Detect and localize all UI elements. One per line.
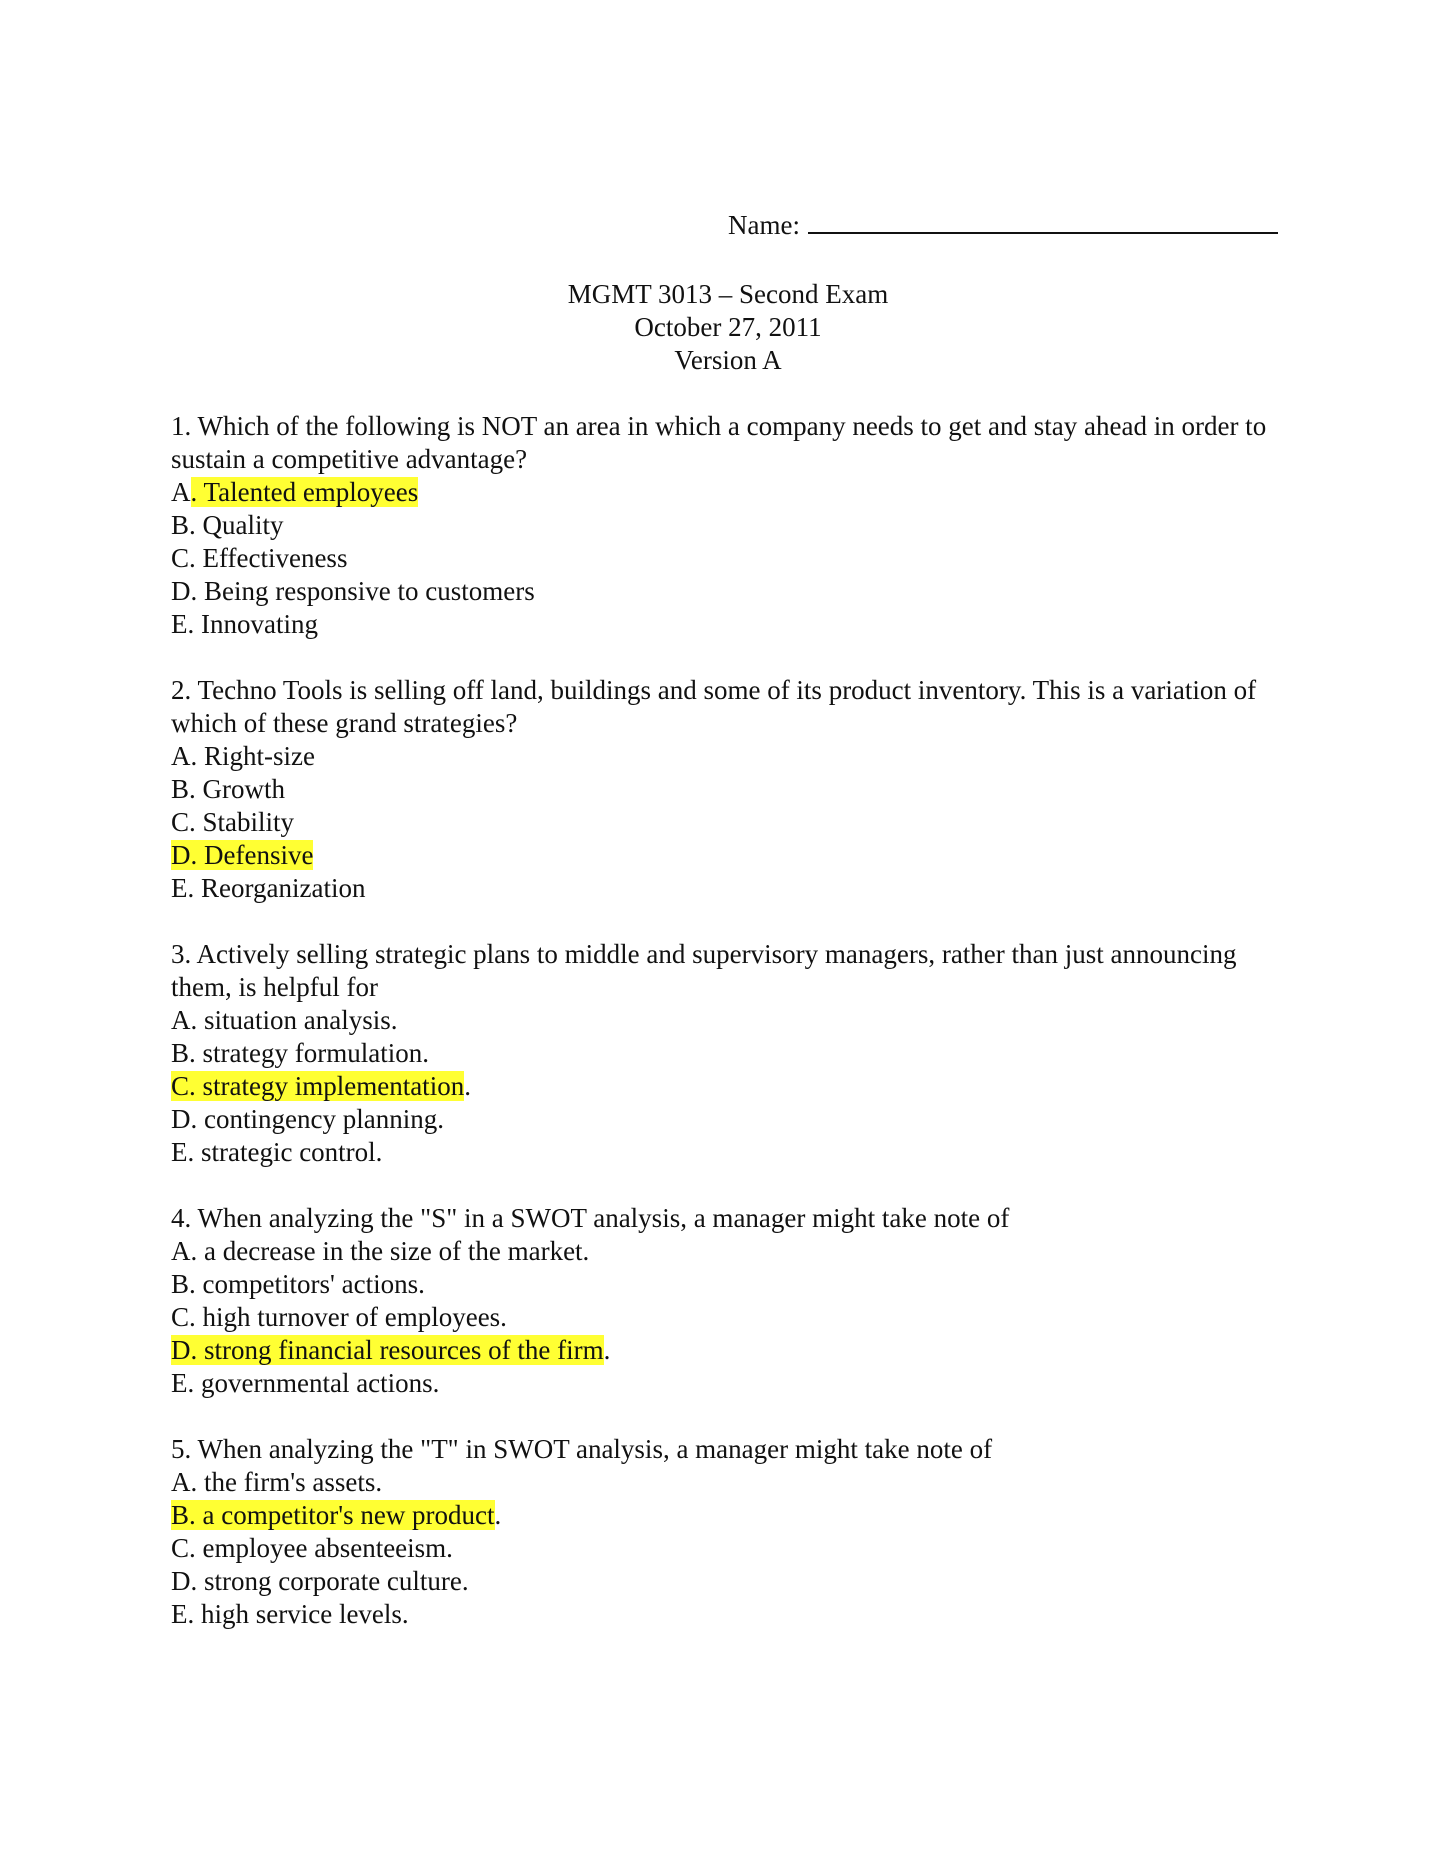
option-lead: A bbox=[171, 477, 191, 507]
name-blank-line[interactable] bbox=[808, 208, 1278, 234]
answer-highlight: . Talented employees bbox=[190, 477, 419, 507]
name-label: Name: bbox=[728, 210, 800, 240]
question-3 bbox=[171, 938, 1271, 1169]
name-field bbox=[728, 208, 1288, 242]
option-e: E. Reorganization bbox=[171, 873, 366, 903]
exam-heading bbox=[0, 278, 1456, 377]
course-title: MGMT 3013 – Second Exam bbox=[567, 279, 889, 309]
answer-highlight: D. strong financial resources of the firm bbox=[171, 1335, 604, 1365]
question-5 bbox=[171, 1433, 1271, 1631]
option-b bbox=[171, 1499, 1271, 1532]
option-trail: . bbox=[464, 1071, 471, 1101]
option-d bbox=[171, 839, 1271, 872]
question-list bbox=[171, 410, 1271, 1664]
option-a: A. the firm's assets. bbox=[171, 1467, 383, 1497]
option-e: E. strategic control. bbox=[171, 1137, 383, 1167]
option-c: C. Stability bbox=[171, 807, 295, 837]
option-c: C. high turnover of employees. bbox=[171, 1302, 507, 1332]
option-c: C. employee absenteeism. bbox=[171, 1533, 453, 1563]
option-d: D. strong corporate culture. bbox=[171, 1566, 469, 1596]
answer-highlight: C. strategy implementation bbox=[171, 1071, 465, 1101]
question-stem: 4. When analyzing the "S" in a SWOT analysis, a manager might take note of bbox=[171, 1203, 1010, 1233]
option-a: A. situation analysis. bbox=[171, 1005, 398, 1035]
option-d bbox=[171, 1334, 1271, 1367]
option-c bbox=[171, 1070, 1271, 1103]
option-d: D. Being responsive to customers bbox=[171, 576, 535, 606]
option-b: B. Quality bbox=[171, 510, 284, 540]
question-2 bbox=[171, 674, 1271, 905]
option-trail: . bbox=[603, 1335, 611, 1365]
exam-date: October 27, 2011 bbox=[634, 312, 822, 342]
option-trail: . bbox=[494, 1500, 502, 1530]
option-e: E. governmental actions. bbox=[171, 1368, 440, 1398]
exam-version: Version A bbox=[674, 345, 782, 375]
option-a: A. Right-size bbox=[171, 741, 315, 771]
question-stem: 1. Which of the following is NOT an area in which a company needs to get and stay ahead in order to sustain a competitive advantage? bbox=[171, 411, 1267, 474]
option-e: E. Innovating bbox=[171, 609, 318, 639]
option-e: E. high service levels. bbox=[171, 1599, 409, 1629]
question-stem: 2. Techno Tools is selling off land, buildings and some of its product inventory. This is a variation of which of these grand strategies? bbox=[171, 675, 1257, 738]
option-d: D. contingency planning. bbox=[171, 1104, 444, 1134]
option-b: B. Growth bbox=[171, 774, 285, 804]
question-stem: 5. When analyzing the "T" in SWOT analysis, a manager might take note of bbox=[171, 1434, 993, 1464]
question-stem: 3. Actively selling strategic plans to middle and supervisory managers, rather than just announcing them, is helpful for bbox=[171, 939, 1237, 1002]
option-c: C. Effectiveness bbox=[171, 543, 348, 573]
option-b: B. strategy formulation. bbox=[171, 1038, 429, 1068]
option-a: A. a decrease in the size of the market. bbox=[171, 1236, 590, 1266]
answer-highlight: D. Defensive bbox=[171, 840, 314, 870]
question-1 bbox=[171, 410, 1271, 641]
option-a bbox=[171, 476, 1271, 509]
question-4 bbox=[171, 1202, 1271, 1400]
answer-highlight: B. a competitor's new product bbox=[171, 1500, 495, 1530]
option-b: B. competitors' actions. bbox=[171, 1269, 425, 1299]
